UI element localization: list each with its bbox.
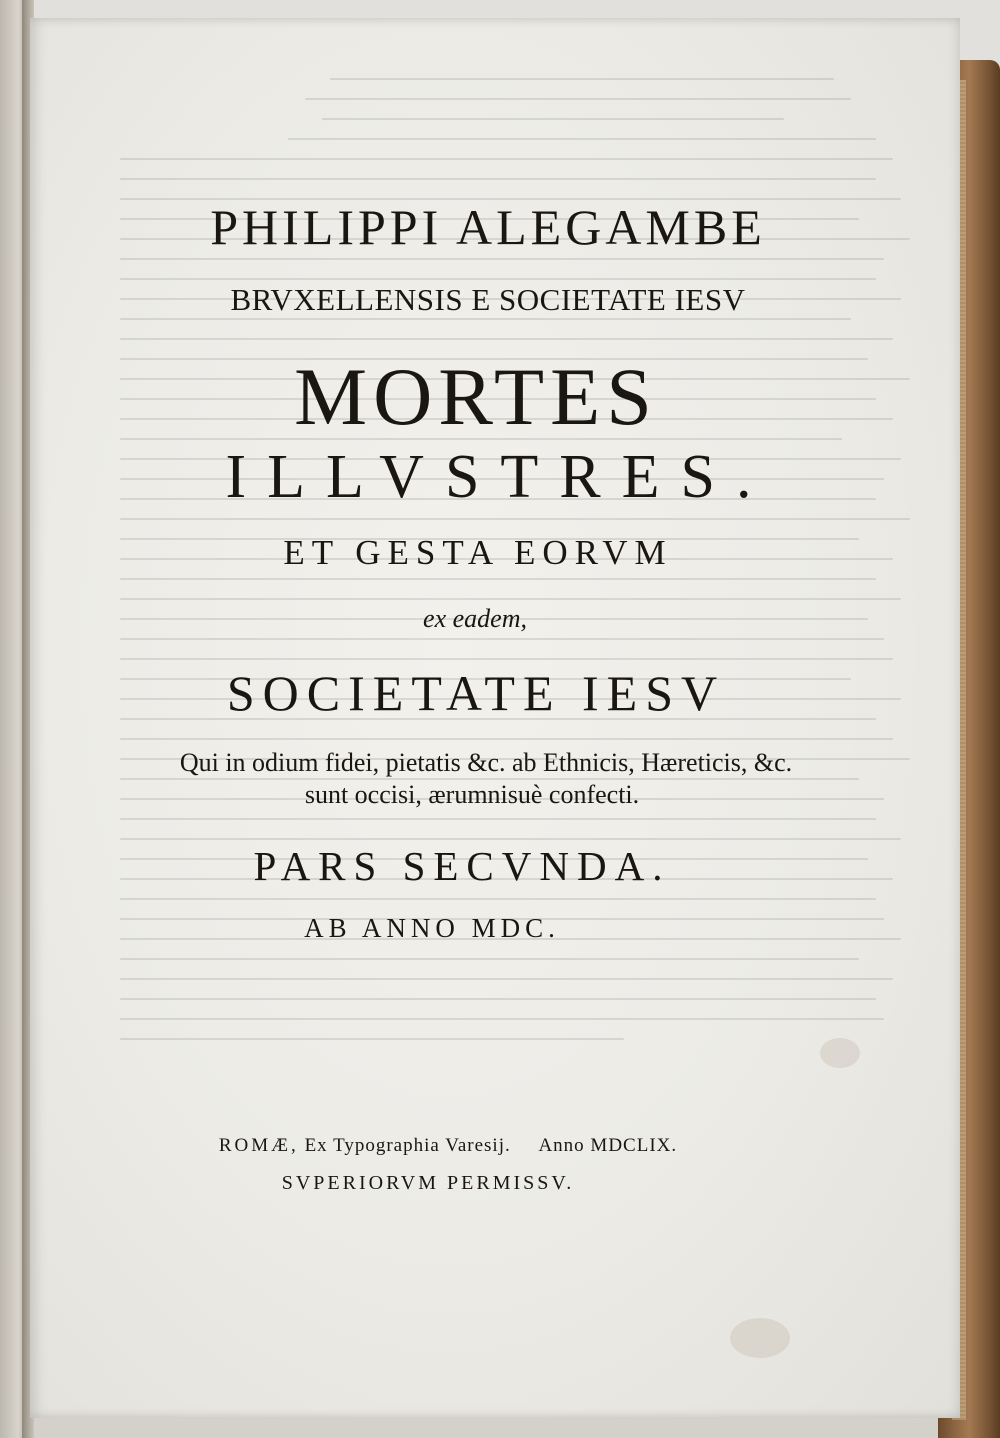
from-year: AB ANNO MDC. [304, 913, 560, 943]
description-line-2: sunt occisi, ærumnisuè confecti. [304, 780, 640, 809]
permission-line: SVPERIORVM PERMISSV. [281, 1172, 575, 1194]
paper-stain [730, 1318, 790, 1358]
imprint-year: Anno MDCLIX. [538, 1135, 678, 1156]
subtitle: ET GESTA EORVM [283, 533, 673, 572]
imprint-place: ROMÆ, [218, 1135, 299, 1156]
title-line-1: MORTES [294, 351, 658, 442]
society-name: SOCIETATE IESV [226, 665, 726, 721]
imprint-printer: Ex Typographia Varesij. [304, 1135, 511, 1156]
part-label: PARS SECVNDA. [253, 843, 671, 889]
imprint-line [0, 1135, 948, 1157]
paper-stain [820, 1038, 860, 1068]
author-name: PHILIPPI ALEGAMBE [210, 199, 766, 255]
author-origin: BRVXELLENSIS E SOCIETATE IESV [230, 282, 746, 317]
title-line-2: ILLVSTRES. [225, 443, 773, 511]
connector-text: ex eadem, [423, 604, 527, 633]
description-line-1: Qui in odium fidei, pietatis &c. ab Ethnicis, Hæreticis, &c. [179, 748, 793, 777]
